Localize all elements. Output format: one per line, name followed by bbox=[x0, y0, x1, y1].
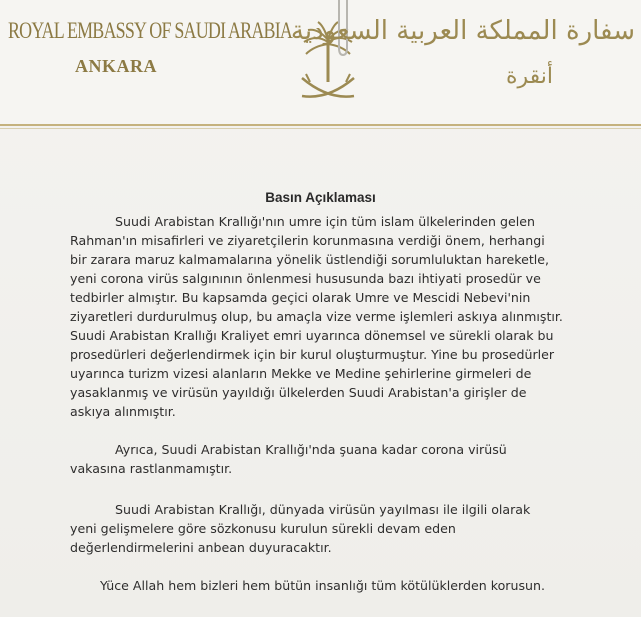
city-name-english: ANKARA bbox=[75, 56, 157, 76]
paragraph-line: tedbirler almıştır. Bu kapsamda geçici olarak Umre ve Mescidi Nebevi'nin bbox=[70, 290, 531, 305]
paragraph-line: askıya alınmıştır. bbox=[70, 404, 176, 419]
paragraph-1 bbox=[70, 212, 578, 421]
paragraph-line: yeni gelişmelere göre sözkonusu kurulun sürekli devam eden bbox=[70, 521, 456, 536]
paragraph-line: Rahman'ın misafirleri ve ziyaretçilerin korunmasına verdiği önem, herhangi bbox=[70, 233, 545, 248]
city-name-arabic: أنقرة bbox=[505, 64, 553, 89]
closing-line: Yüce Allah hem bizleri hem bütün insanlığı tüm kötülüklerden korusun. bbox=[100, 578, 545, 593]
paragraph-line: Ayrıca, Suudi Arabistan Krallığı'nda şuana kadar corona virüsü bbox=[115, 442, 507, 457]
paragraph-line: bir zarara maruz kalmamalarına yönelik üstlendiği sorumluluktan hareketle, bbox=[70, 252, 550, 267]
paragraph-line: Suudi Arabistan Krallığı Kraliyet emri uyarınca dönemsel ve sürekli olarak bu bbox=[70, 328, 554, 343]
paragraph-line: ziyaretleri durdurulmuş olup, bu amaçla vize verme işlemleri askıya alınmıştır. bbox=[70, 309, 563, 324]
paragraph-2 bbox=[70, 440, 578, 478]
paragraph-line: değerlendirmelerini anbean duyuracaktır. bbox=[70, 540, 332, 555]
paragraph-line: uyarınca turizm vizesi alanların Mekke ve Medine şehirlerine girmeleri de bbox=[70, 366, 532, 381]
paragraph-line: yasaklanmış ve virüsün yayıldığı ülkelerden Suudi Arabistan'a girişler de bbox=[70, 385, 527, 400]
document-title: Basın Açıklaması bbox=[265, 190, 376, 205]
paragraph-line: Suudi Arabistan Krallığı, dünyada virüsün yayılması ile ilgili olarak bbox=[115, 502, 531, 517]
paragraph-line: yeni corona virüs salgınının önlenmesi hususunda bazı ihtiyati prosedür ve bbox=[70, 271, 541, 286]
paragraph-line: vakasına rastlanmamıştır. bbox=[70, 461, 233, 476]
paragraph-line: Suudi Arabistan Krallığı'nın umre için tüm islam ülkelerinden gelen bbox=[115, 214, 535, 229]
paragraph-3 bbox=[70, 500, 578, 557]
embassy-name-english: ROYAL EMBASSY OF SAUDI ARABIA bbox=[8, 18, 293, 43]
paragraph-line: prosedürleri değerlendirmek için bir kurul oluşturmuştur. Yine bu prosedürler bbox=[70, 347, 555, 362]
embassy-name-arabic: سفارة المملكة العربية السعودية bbox=[290, 16, 635, 46]
